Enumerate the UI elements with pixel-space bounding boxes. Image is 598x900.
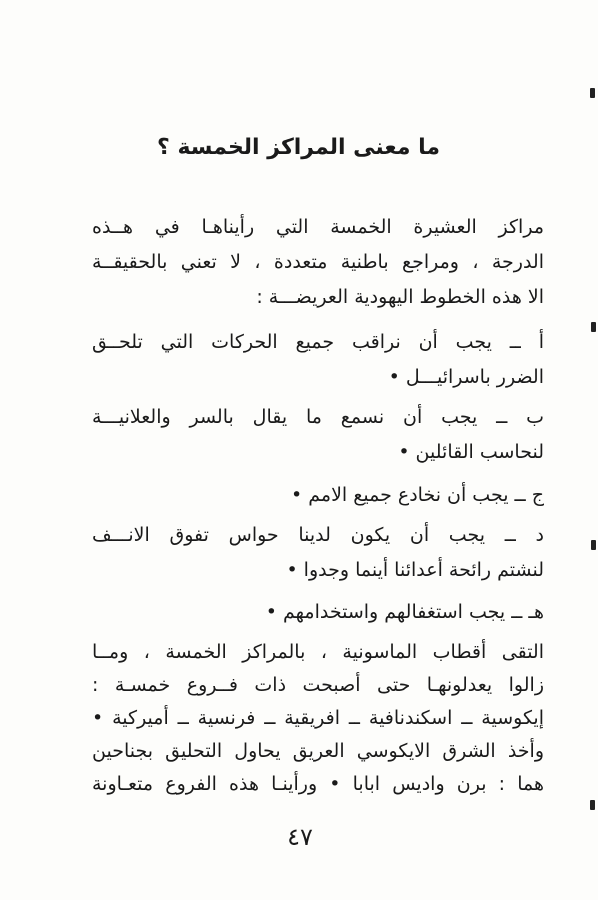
- margin-mark: [591, 322, 596, 332]
- text-line-11: هـ ــ يجب استغفالهم واستخدامهم •: [265, 601, 544, 623]
- text-line-15: وأخذ الشرق الايكوسي العريق يحاول التحليق بجناحين: [92, 740, 544, 762]
- text-line-7: لنحاسب القائلين •: [398, 441, 544, 463]
- text-line-12: التقى أقطاب الماسونية ، بالمراكز الخمسة ، ومــا: [92, 641, 544, 663]
- text-line-1: مراكز العشيرة الخمسة التي رأيناهـا في هــذه: [92, 216, 544, 238]
- page-number: ٤٧: [287, 823, 313, 851]
- text-line-6: ب ــ يجب أن نسمع ما يقال بالسر والعلانيـــة: [92, 406, 544, 428]
- margin-mark: [590, 88, 595, 98]
- text-line-13: زالوا يعدلونهـا حتى أصبحت ذات فــروع خمسـة :: [92, 674, 544, 696]
- text-line-4: أ ــ يجب أن نراقب جميع الحركات التي تلحــق: [92, 331, 544, 353]
- text-line-5: الضرر باسرائيـــل •: [388, 366, 544, 388]
- text-line-16: هما : برن واديس ابابا • ورأينـا هذه الفروع متعـاونة: [92, 773, 544, 795]
- margin-mark: [590, 800, 595, 810]
- text-line-8: ج ــ يجب أن نخادع جميع الامم •: [291, 484, 544, 506]
- text-line-14: إيكوسية ــ اسكندنافية ــ افريقية ــ فرنسية ــ أميركية •: [92, 707, 544, 729]
- margin-mark: [591, 540, 596, 550]
- text-line-9: د ــ يجب أن يكون لدينا حواس تفوق الانـــف: [92, 524, 544, 546]
- text-line-3: الا هذه الخطوط اليهودية العريضـــة :: [256, 286, 544, 308]
- text-line-2: الدرجة ، ومراجع باطنية متعددة ، لا تعني بالحقيقــة: [92, 251, 544, 273]
- page-heading: ما معنى المراكز الخمسة ؟: [157, 135, 440, 160]
- text-line-10: لنشتم رائحة أعدائنا أينما وجدوا •: [286, 559, 544, 581]
